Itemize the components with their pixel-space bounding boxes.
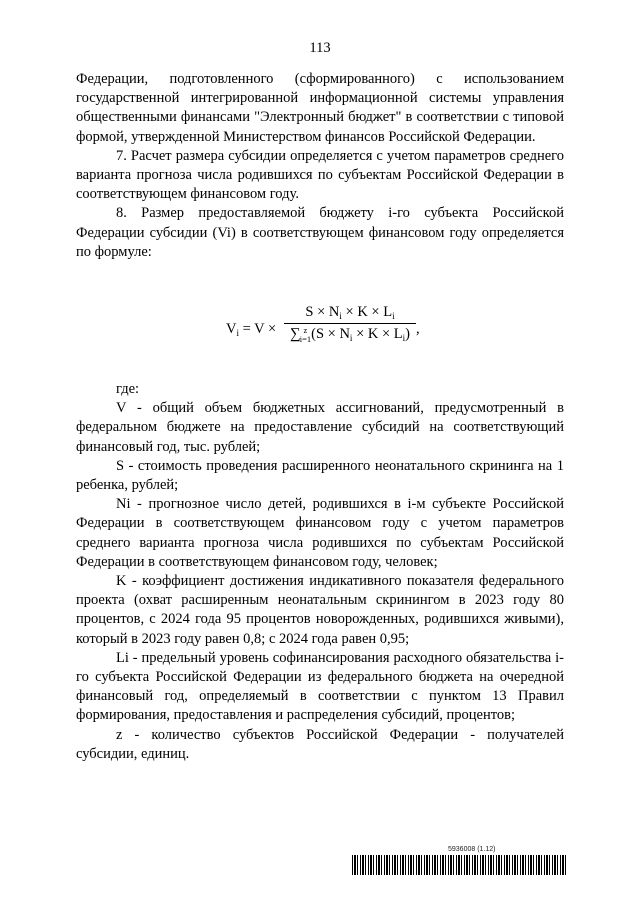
paragraph-where: где: [116, 381, 140, 397]
formula-fraction [284, 304, 416, 344]
formula-comma: , [416, 321, 420, 337]
definition-k: K - коэффициент достижения индикативного показателя федерального проекта (охват расширенным неонатальным скринингом в 2023 году 80 процентов, с 2024 года 95 процентов новорожденных, родившихся живыми), который в 2023 году равен 0,8; с 2024 года равен 0,95; [76, 573, 564, 647]
formula-denominator: ∑ z $i=1(S \times N_i \times K \times L_i)$ [290, 325, 410, 344]
barcode-number: 5936008 (1.12) [448, 846, 496, 853]
definition-v: V - общий объем бюджетных ассигнований, предусмотренный в федеральном бюджете на предоставление субсидий на соответствующий финансовый год, тыс. рублей; [76, 400, 564, 455]
page-number: 113 [309, 40, 331, 56]
definition-ni: Ni - прогнозное число детей, родившихся в i-м субъекте Российской Федерации в соответствующем финансовом году с учетом параметров среднего варианта прогноза числа родившихся по субъектам Российской Федерации в соответствующем финансовом году, человек; [76, 496, 564, 570]
text-block-definitions [76, 380, 564, 764]
barcode-image [352, 855, 566, 875]
formula-numerator: $S \times N_i \times K \times L_i$ [284, 304, 416, 324]
subsidy-formula [226, 304, 426, 360]
formula-lhs: $V_i = V$ × [226, 321, 277, 338]
paragraph-item-8: 8. Размер предоставляемой бюджету i-го субъекта Российской Федерации субсидии (Vi) в соответствующем финансовом году определяется по формуле: [76, 205, 564, 260]
text-block-top [76, 70, 564, 262]
paragraph-item-7: 7. Расчет размера субсидии определяется с учетом параметров среднего варианта прогноза числа родившихся по субъектам Российской Федерации в соответствующем финансовом году. [76, 147, 564, 203]
definition-s: S - стоимость проведения расширенного неонатального скрининга на 1 ребенка, рублей; [76, 457, 564, 494]
definition-li: Li - предельный уровень софинансирования расходного обязательства i-го субъекта Российской Федерации из федерального бюджета на очередной финансовый год, определяемый в соответствии с пунктом 13 Правил формирования, предоставления и распределения субсидий, процентов; [76, 649, 564, 724]
paragraph-continuation: Федерации, подготовленного (сформированного) с использованием государственной интегрированной информационной системы управления общественными финансами "Электронный бюджет" в соответствии с типовой формой, утвержденной Министерством финансов Российской Федерации. [76, 71, 564, 145]
definition-z: z - количество субъектов Российской Федерации - получателей субсидии, единиц. [76, 726, 564, 762]
